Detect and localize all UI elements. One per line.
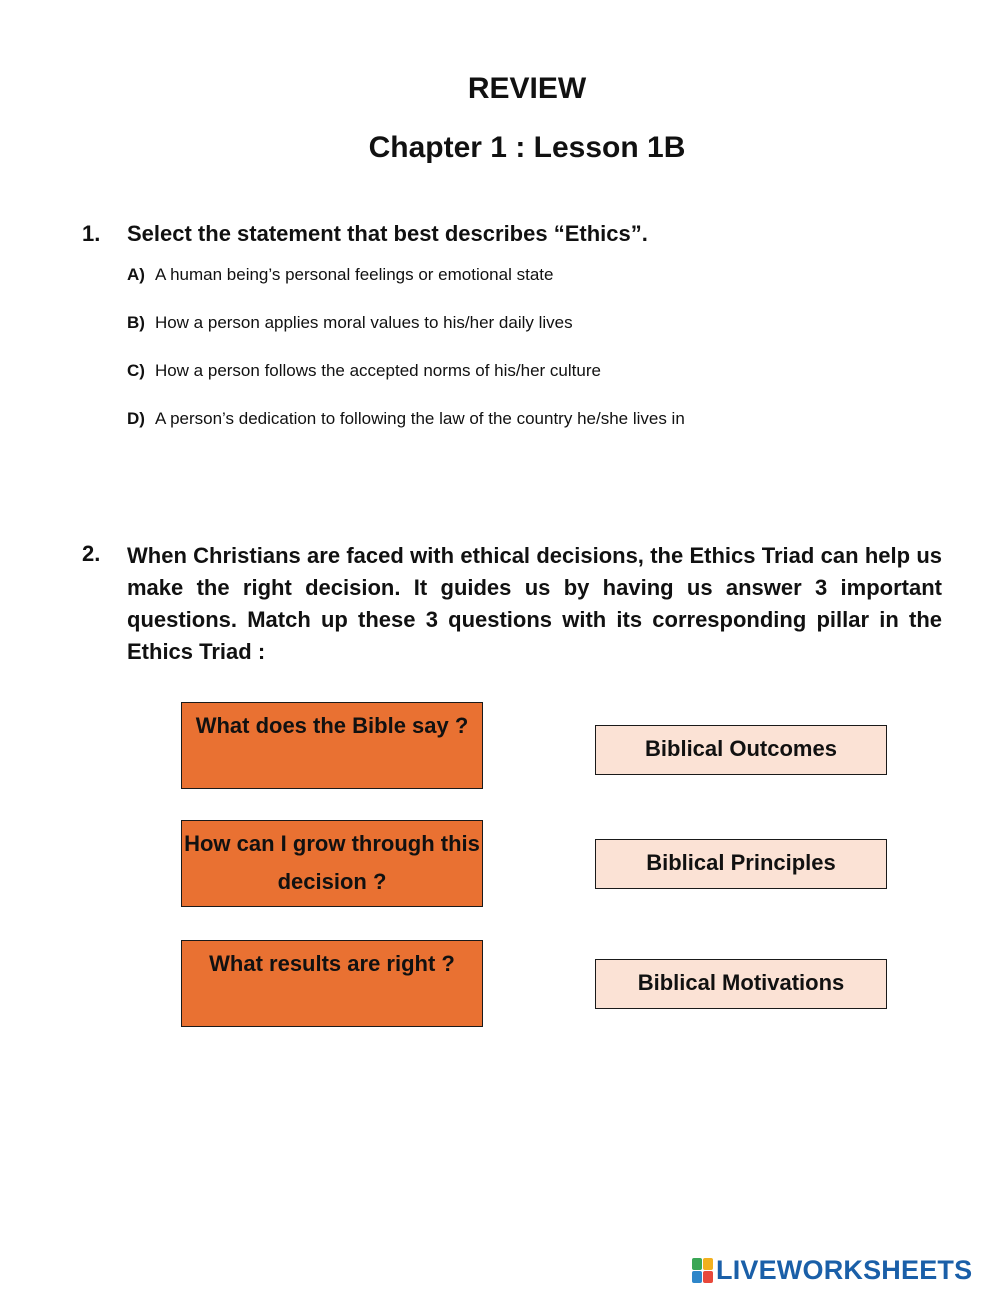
pillar-biblical-outcomes[interactable]: Biblical Outcomes	[595, 725, 887, 775]
option-text: How a person applies moral values to his/her daily lives	[154, 313, 573, 332]
review-title: REVIEW	[467, 72, 587, 105]
logo-text: LIVEWORKSHEETS	[716, 1254, 973, 1285]
question-1-text: Select the statement that best describes “Ethics”.	[127, 221, 648, 246]
option-letter: B)	[127, 313, 145, 332]
option-b[interactable]	[127, 313, 573, 333]
option-letter: A)	[127, 265, 145, 284]
pillar-biblical-motivations[interactable]: Biblical Motivations	[595, 959, 887, 1009]
option-letter: D)	[127, 409, 145, 428]
liveworksheets-logo-icon	[692, 1258, 713, 1283]
question-2-number: 2.	[82, 541, 101, 566]
option-text: A human being’s personal feelings or emotional state	[154, 265, 554, 284]
option-d[interactable]	[127, 409, 685, 429]
option-text: How a person follows the accepted norms of his/her culture	[154, 361, 601, 380]
question-2-text: When Christians are faced with ethical decisions, the Ethics Triad can help us make the right decision. It guides us by having us answer 3 important questions. Match up these 3 questions with its corresponding pillar in the Ethics Triad :	[127, 543, 942, 664]
chapter-title: Chapter 1 : Lesson 1B	[368, 131, 686, 164]
option-text: A person’s dedication to following the law of the country he/she lives in	[154, 409, 685, 428]
match-question-grow[interactable]: How can I grow through this decision ?	[181, 820, 483, 907]
liveworksheets-logo[interactable]	[692, 1255, 972, 1285]
match-question-results[interactable]: What results are right ?	[181, 940, 483, 1027]
option-a[interactable]	[127, 265, 553, 285]
pillar-biblical-principles[interactable]: Biblical Principles	[595, 839, 887, 889]
option-c[interactable]	[127, 361, 601, 381]
match-question-bible-says[interactable]: What does the Bible say ?	[181, 702, 483, 789]
question-1-number: 1.	[82, 221, 101, 246]
option-letter: C)	[127, 361, 145, 380]
